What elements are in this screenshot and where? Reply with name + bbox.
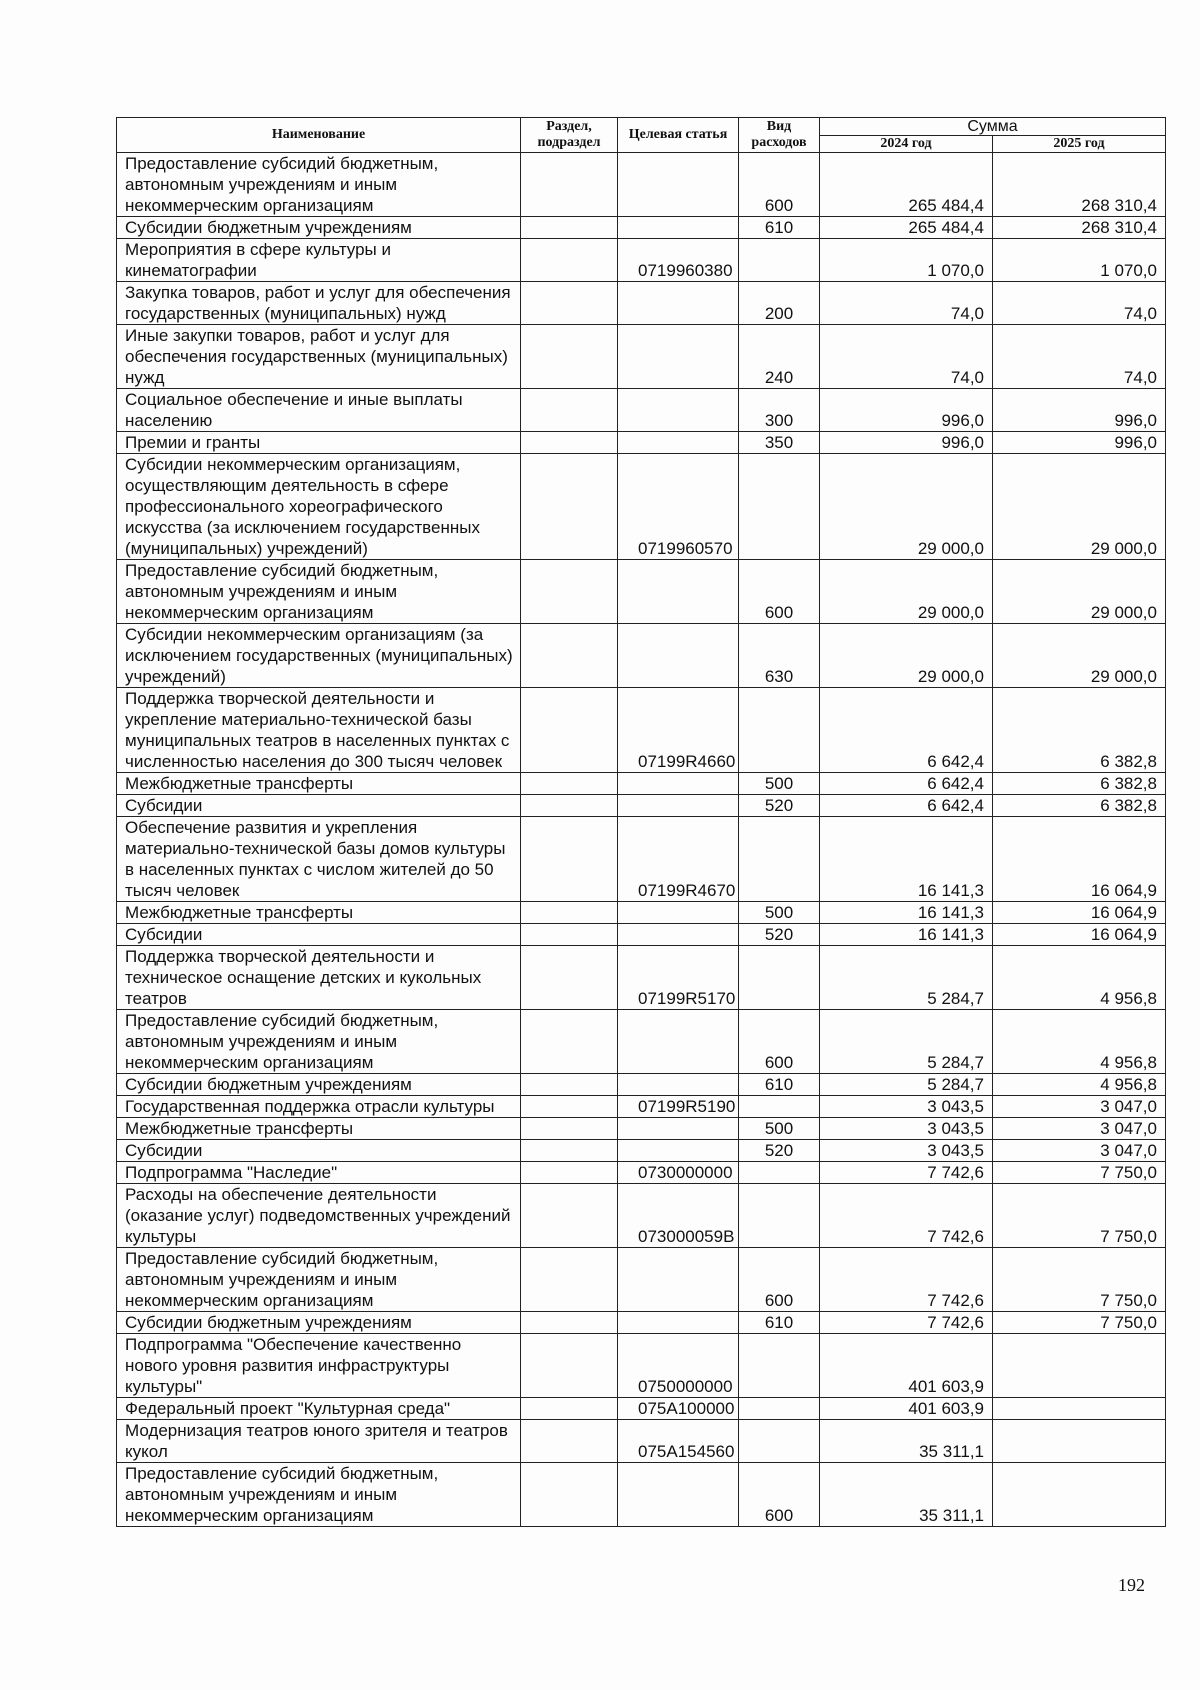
row-section: [521, 1010, 618, 1074]
row-target: [618, 924, 739, 946]
table-row: [117, 1312, 1166, 1334]
row-target: [618, 1248, 739, 1312]
table-row: [117, 795, 1166, 817]
row-name: Модернизация театров юного зрителя и театров кукол: [117, 1420, 521, 1463]
row-section: [521, 1248, 618, 1312]
row-section: [521, 924, 618, 946]
row-sum-2024: 16 141,3: [820, 902, 993, 924]
row-section: [521, 1096, 618, 1118]
row-sum-2025: 74,0: [993, 325, 1166, 389]
row-target: 0750000000: [618, 1334, 739, 1398]
table-row: [117, 1010, 1166, 1074]
row-kind: 240: [739, 325, 820, 389]
row-kind: 520: [739, 795, 820, 817]
row-target: [618, 1312, 739, 1334]
row-kind: [739, 688, 820, 773]
row-target: [618, 560, 739, 624]
row-name: Иные закупки товаров, работ и услуг для обеспечения государственных (муниципальных) нужд: [117, 325, 521, 389]
row-sum-2024: 265 484,4: [820, 217, 993, 239]
row-sum-2024: 7 742,6: [820, 1162, 993, 1184]
row-name: Поддержка творческой деятельности и техническое оснащение детских и кукольных театров: [117, 946, 521, 1010]
row-sum-2025: 4 956,8: [993, 1010, 1166, 1074]
row-sum-2025: 74,0: [993, 282, 1166, 325]
row-name: Предоставление субсидий бюджетным, автономным учреждениям и иным некоммерческим организациям: [117, 1248, 521, 1312]
row-kind: 350: [739, 432, 820, 454]
row-target: 07199R4660: [618, 688, 739, 773]
table-body: [117, 153, 1166, 1527]
row-section: [521, 560, 618, 624]
row-section: [521, 239, 618, 282]
row-target: [618, 773, 739, 795]
row-kind: [739, 1096, 820, 1118]
row-section: [521, 282, 618, 325]
row-name: Субсидии: [117, 1140, 521, 1162]
table-row: [117, 924, 1166, 946]
row-section: [521, 946, 618, 1010]
row-kind: 500: [739, 902, 820, 924]
table-row: [117, 1140, 1166, 1162]
row-sum-2024: 29 000,0: [820, 454, 993, 560]
row-section: [521, 1162, 618, 1184]
row-sum-2025: 6 382,8: [993, 795, 1166, 817]
page-number: 192: [1118, 1575, 1145, 1595]
table-row: [117, 624, 1166, 688]
row-kind: [739, 454, 820, 560]
table-row: [117, 560, 1166, 624]
row-name: Расходы на обеспечение деятельности (оказание услуг) подведомственных учреждений культуры: [117, 1184, 521, 1248]
row-kind: 600: [739, 1463, 820, 1527]
row-target: [618, 153, 739, 217]
row-target: 075А100000: [618, 1398, 739, 1420]
row-name: Субсидии: [117, 924, 521, 946]
row-section: [521, 1074, 618, 1096]
table-row: [117, 1096, 1166, 1118]
row-section: [521, 389, 618, 432]
row-target: 0719960570: [618, 454, 739, 560]
row-name: Предоставление субсидий бюджетным, автономным учреждениям и иным некоммерческим организациям: [117, 1010, 521, 1074]
row-section: [521, 773, 618, 795]
row-name: Государственная поддержка отрасли культуры: [117, 1096, 521, 1118]
row-sum-2024: 7 742,6: [820, 1184, 993, 1248]
row-target: [618, 1010, 739, 1074]
row-sum-2024: 5 284,7: [820, 1074, 993, 1096]
table-row: [117, 153, 1166, 217]
row-sum-2025: 16 064,9: [993, 817, 1166, 902]
header-year-2024: 2024 год: [820, 136, 993, 153]
row-sum-2024: 35 311,1: [820, 1420, 993, 1463]
row-kind: 520: [739, 1140, 820, 1162]
row-sum-2025: 16 064,9: [993, 902, 1166, 924]
header-name: Наименование: [117, 118, 521, 153]
row-name: Предоставление субсидий бюджетным, автономным учреждениям и иным некоммерческим организациям: [117, 560, 521, 624]
row-sum-2024: 7 742,6: [820, 1248, 993, 1312]
row-sum-2025: 268 310,4: [993, 217, 1166, 239]
row-kind: 610: [739, 217, 820, 239]
row-sum-2025: 6 382,8: [993, 773, 1166, 795]
table-row: [117, 1248, 1166, 1312]
table-row: [117, 688, 1166, 773]
row-sum-2025: 3 047,0: [993, 1140, 1166, 1162]
row-section: [521, 1312, 618, 1334]
row-name: Обеспечение развития и укрепления материально-технической базы домов культуры в населенных пунктах с числом жителей до 50 тысяч человек: [117, 817, 521, 902]
row-name: Предоставление субсидий бюджетным, автономным учреждениям и иным некоммерческим организациям: [117, 153, 521, 217]
row-sum-2024: 3 043,5: [820, 1096, 993, 1118]
row-kind: [739, 946, 820, 1010]
row-sum-2024: 6 642,4: [820, 688, 993, 773]
row-section: [521, 795, 618, 817]
row-sum-2024: 6 642,4: [820, 773, 993, 795]
row-name: Закупка товаров, работ и услуг для обеспечения государственных (муниципальных) нужд: [117, 282, 521, 325]
header-kind: Вид расходов: [739, 118, 820, 153]
row-kind: [739, 1184, 820, 1248]
row-kind: 200: [739, 282, 820, 325]
row-section: [521, 454, 618, 560]
row-name: Субсидии бюджетным учреждениям: [117, 217, 521, 239]
row-sum-2024: 5 284,7: [820, 946, 993, 1010]
table-row: [117, 817, 1166, 902]
row-name: Субсидии бюджетным учреждениям: [117, 1312, 521, 1334]
table-row: [117, 946, 1166, 1010]
table-row: [117, 325, 1166, 389]
table-row: [117, 217, 1166, 239]
row-section: [521, 1118, 618, 1140]
budget-table: [116, 117, 1166, 1527]
row-kind: 300: [739, 389, 820, 432]
table-row: [117, 389, 1166, 432]
table-header: [117, 118, 1166, 153]
row-section: [521, 902, 618, 924]
row-section: [521, 1140, 618, 1162]
row-kind: [739, 1334, 820, 1398]
row-target: [618, 1118, 739, 1140]
row-sum-2024: 5 284,7: [820, 1010, 993, 1074]
row-target: 07199R5170: [618, 946, 739, 1010]
row-kind: 600: [739, 1010, 820, 1074]
row-sum-2024: 16 141,3: [820, 924, 993, 946]
row-sum-2024: 3 043,5: [820, 1140, 993, 1162]
table-row: [117, 1118, 1166, 1140]
row-sum-2025: 29 000,0: [993, 454, 1166, 560]
row-name: Подпрограмма "Наследие": [117, 1162, 521, 1184]
row-section: [521, 1463, 618, 1527]
row-sum-2024: 265 484,4: [820, 153, 993, 217]
row-name: Поддержка творческой деятельности и укрепление материально-технической базы муниципальных театров в населенных пунктах с численностью населения до 300 тысяч человек: [117, 688, 521, 773]
row-sum-2025: 7 750,0: [993, 1184, 1166, 1248]
row-name: Межбюджетные трансферты: [117, 902, 521, 924]
table-row: [117, 773, 1166, 795]
header-year-2025: 2025 год: [993, 136, 1166, 153]
row-sum-2024: 35 311,1: [820, 1463, 993, 1527]
row-sum-2025: 4 956,8: [993, 1074, 1166, 1096]
header-section: Раздел, подраздел: [521, 118, 618, 153]
row-sum-2024: 401 603,9: [820, 1334, 993, 1398]
row-sum-2025: 996,0: [993, 432, 1166, 454]
table-row: [117, 1398, 1166, 1420]
row-sum-2024: 16 141,3: [820, 817, 993, 902]
table-row: [117, 432, 1166, 454]
row-sum-2025: 16 064,9: [993, 924, 1166, 946]
row-sum-2025: 1 070,0: [993, 239, 1166, 282]
row-target: [618, 389, 739, 432]
row-sum-2025: 268 310,4: [993, 153, 1166, 217]
row-sum-2024: 3 043,5: [820, 1118, 993, 1140]
row-sum-2025: 7 750,0: [993, 1248, 1166, 1312]
row-kind: 520: [739, 924, 820, 946]
header-sum: Сумма: [820, 118, 1166, 136]
row-sum-2024: 1 070,0: [820, 239, 993, 282]
table-row: [117, 1184, 1166, 1248]
row-sum-2025: 3 047,0: [993, 1096, 1166, 1118]
row-name: Межбюджетные трансферты: [117, 1118, 521, 1140]
row-section: [521, 1184, 618, 1248]
row-target: [618, 902, 739, 924]
row-name: Субсидии некоммерческим организациям, осуществляющим деятельность в сфере профессионального хореографического искусства (за исключением государственных (муниципальных) учреждений): [117, 454, 521, 560]
row-sum-2024: 7 742,6: [820, 1312, 993, 1334]
row-section: [521, 153, 618, 217]
row-section: [521, 432, 618, 454]
row-kind: 600: [739, 153, 820, 217]
row-kind: 610: [739, 1312, 820, 1334]
row-name: Подпрограмма "Обеспечение качественно нового уровня развития инфраструктуры культуры": [117, 1334, 521, 1398]
row-target: [618, 1074, 739, 1096]
row-kind: [739, 1162, 820, 1184]
row-target: [618, 217, 739, 239]
row-target: [618, 1140, 739, 1162]
row-name: Субсидии: [117, 795, 521, 817]
row-kind: 600: [739, 1248, 820, 1312]
row-section: [521, 1398, 618, 1420]
row-target: 0719960380: [618, 239, 739, 282]
row-sum-2025: 3 047,0: [993, 1118, 1166, 1140]
row-name: Премии и гранты: [117, 432, 521, 454]
row-sum-2025: [993, 1334, 1166, 1398]
table-row: [117, 239, 1166, 282]
row-sum-2024: 29 000,0: [820, 560, 993, 624]
table-row: [117, 902, 1166, 924]
row-target: [618, 624, 739, 688]
row-sum-2025: 7 750,0: [993, 1312, 1166, 1334]
row-sum-2025: [993, 1398, 1166, 1420]
row-sum-2024: 996,0: [820, 389, 993, 432]
table-row: [117, 1420, 1166, 1463]
row-name: Межбюджетные трансферты: [117, 773, 521, 795]
row-kind: [739, 1420, 820, 1463]
row-sum-2025: [993, 1420, 1166, 1463]
row-sum-2024: 74,0: [820, 325, 993, 389]
row-name: Мероприятия в сфере культуры и кинематографии: [117, 239, 521, 282]
row-sum-2024: 6 642,4: [820, 795, 993, 817]
table-row: [117, 1162, 1166, 1184]
row-kind: 600: [739, 560, 820, 624]
row-target: 07199R4670: [618, 817, 739, 902]
row-section: [521, 624, 618, 688]
row-section: [521, 217, 618, 239]
row-target: 075А154560: [618, 1420, 739, 1463]
row-sum-2024: 74,0: [820, 282, 993, 325]
table-row: [117, 282, 1166, 325]
row-target: 073000059В: [618, 1184, 739, 1248]
row-sum-2025: [993, 1463, 1166, 1527]
table-row: [117, 1074, 1166, 1096]
row-kind: [739, 817, 820, 902]
row-section: [521, 1334, 618, 1398]
table-row: [117, 454, 1166, 560]
row-kind: 500: [739, 1118, 820, 1140]
row-sum-2025: 996,0: [993, 389, 1166, 432]
row-sum-2024: 401 603,9: [820, 1398, 993, 1420]
row-sum-2025: 29 000,0: [993, 560, 1166, 624]
row-kind: 610: [739, 1074, 820, 1096]
table-row: [117, 1463, 1166, 1527]
row-section: [521, 688, 618, 773]
row-sum-2025: 6 382,8: [993, 688, 1166, 773]
row-sum-2025: 29 000,0: [993, 624, 1166, 688]
header-target: Целевая статья: [618, 118, 739, 153]
row-target: [618, 432, 739, 454]
row-sum-2024: 996,0: [820, 432, 993, 454]
row-kind: [739, 239, 820, 282]
row-name: Субсидии бюджетным учреждениям: [117, 1074, 521, 1096]
row-target: 0730000000: [618, 1162, 739, 1184]
row-target: [618, 1463, 739, 1527]
row-section: [521, 817, 618, 902]
row-name: Социальное обеспечение и иные выплаты населению: [117, 389, 521, 432]
row-name: Федеральный проект "Культурная среда": [117, 1398, 521, 1420]
row-kind: 500: [739, 773, 820, 795]
row-target: 07199R5190: [618, 1096, 739, 1118]
row-kind: 630: [739, 624, 820, 688]
row-target: [618, 325, 739, 389]
row-section: [521, 325, 618, 389]
row-target: [618, 795, 739, 817]
row-sum-2025: 7 750,0: [993, 1162, 1166, 1184]
row-sum-2025: 4 956,8: [993, 946, 1166, 1010]
row-target: [618, 282, 739, 325]
row-sum-2024: 29 000,0: [820, 624, 993, 688]
row-name: Субсидии некоммерческим организациям (за исключением государственных (муниципальных) учреждений): [117, 624, 521, 688]
table-row: [117, 1334, 1166, 1398]
row-name: Предоставление субсидий бюджетным, автономным учреждениям и иным некоммерческим организациям: [117, 1463, 521, 1527]
row-section: [521, 1420, 618, 1463]
row-kind: [739, 1398, 820, 1420]
